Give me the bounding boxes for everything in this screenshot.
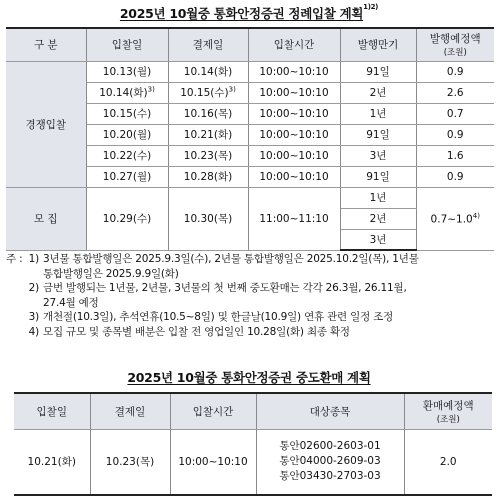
table-row [6,187,494,208]
amount-cell: 0.7~1.0$^{4)}$ [416,187,494,250]
header-settlement-date: 결제일 [168,28,248,61]
auction-plan-title-text: 2025년 10월중 통화안정증권 정례입찰 계획 [119,6,364,21]
auction-plan-title-footnote: 1)2) [363,3,379,11]
target-issue: 통안02600-2603-01 [279,440,381,453]
maturity-cell: 2년 [340,82,416,103]
footnote-number: 1) [28,253,39,265]
maturity-cell: 1년 [340,103,416,124]
auction-date-cell: 10.13(월) [86,61,168,82]
maturity-cell: 91일 [340,124,416,145]
maturity-cell: 2년 [340,208,416,229]
buyback-plan-title-text: 2025년 10월중 통화안정증권 중도환매 계획 [127,370,371,385]
competitive-label: 경쟁입찰 [6,61,86,187]
maturity-cell: 91일 [340,61,416,82]
auction-date-cell: 10.22(수) [86,145,168,166]
auction-date-cell: 10.14(화)$^{3)}$ [86,82,168,103]
auction-time-cell: 10:00~10:10 [248,103,340,124]
footnote-text-continued: 27.4월 예정 [43,296,99,309]
header-amount-unit: (조원) [443,48,467,59]
footnote-number: 4) [28,325,39,338]
auction-date-cell: 10.29(수) [86,187,168,250]
auction-time-cell: 10:00~10:10 [248,166,340,187]
target-issues-cell [256,429,404,495]
maturity-cell: 3년 [340,229,416,250]
header-category: 구 분 [6,28,86,61]
auction-plan-title [0,4,498,22]
target-issue: 통안03430-2703-03 [279,470,381,483]
amount-cell: 0.9 [416,124,494,145]
buyback-plan-title [0,368,498,386]
footnotes [6,252,498,339]
buyback-plan-table [14,392,492,496]
footnote-text: 모집 규모 및 종목별 배분은 입찰 전 영업일인 10.28일(화) 최종 확정 [43,325,350,338]
solicitation-label: 모 집 [6,187,86,250]
buyback-header-row [14,393,492,429]
footnote-number: 2) [28,282,39,294]
header-amount [416,28,494,61]
footnote-prefix: 주 : [6,253,23,265]
target-issue: 통안04000-2609-03 [279,455,381,468]
header-auction-date: 입찰일 [14,393,90,429]
footnote-2 [6,281,498,296]
footnote-1 [6,252,498,267]
auction-time-cell: 10:00~10:10 [248,145,340,166]
header-auction-time: 입찰시간 [170,393,256,429]
table-row [6,61,494,82]
footnote-text: 3년물 통합발행일은 2025.9.3일(수), 2년물 통합발행일은 2025.10.2일(목), 1년물 [43,253,419,265]
maturity-cell: 3년 [340,145,416,166]
header-buyback-amount-unit: (조원) [436,414,460,425]
footnote-3 [6,310,498,325]
amount-cell: 0.9 [416,61,494,82]
auction-date-cell: 10.21(화) [14,429,90,495]
auction-time-cell: 11:00~11:10 [248,187,340,250]
auction-date-cell: 10.27(월) [86,166,168,187]
header-buyback-amount [404,393,492,429]
auction-date-cell: 10.20(월) [86,124,168,145]
header-auction-time: 입찰시간 [248,28,340,61]
header-target-issues: 대상종목 [256,393,404,429]
auction-plan-table [6,27,494,251]
settlement-date-cell: 10.23(목) [168,145,248,166]
header-buyback-amount-label: 환매예정액 [422,399,474,412]
buyback-amount-cell: 2.0 [404,429,492,495]
auction-time-cell: 10:00~10:10 [248,61,340,82]
maturity-cell: 91일 [340,166,416,187]
amount-cell: 1.6 [416,145,494,166]
header-settlement-date: 결제일 [90,393,170,429]
table-row [14,429,492,495]
footnote-4 [6,325,498,340]
settlement-date-cell: 10.15(수)$^{3)}$ [168,82,248,103]
settlement-date-cell: 10.14(화) [168,61,248,82]
settlement-date-cell: 10.21(화) [168,124,248,145]
header-amount-label: 발행예정액 [429,33,481,46]
auction-header-row [6,28,494,61]
footnote-text-continued: 통합발행일은 2025.9.9일(화) [43,267,179,280]
settlement-date-cell: 10.23(목) [90,429,170,495]
amount-cell: 0.7 [416,103,494,124]
maturity-cell: 1년 [340,187,416,208]
header-maturity: 발행만기 [340,28,416,61]
header-auction-date: 입찰일 [86,28,168,61]
footnote-text: 개천절(10.3일), 추석연휴(10.5~8일) 및 한글날(10.9일) 연휴 관련 일정 조정 [43,311,394,323]
settlement-date-cell: 10.30(목) [168,187,248,250]
footnote-number: 3) [28,311,39,323]
settlement-date-cell: 10.28(화) [168,166,248,187]
auction-date-cell: 10.15(수) [86,103,168,124]
amount-cell: 0.9 [416,166,494,187]
auction-time-cell: 10:00~10:10 [170,429,256,495]
auction-time-cell: 10:00~10:10 [248,82,340,103]
footnote-text: 금번 발행되는 1년물, 2년물, 3년물의 첫 번째 중도환매는 각각 26.3월, 26.11월, [43,282,407,294]
settlement-date-cell: 10.16(목) [168,103,248,124]
amount-cell: 2.6 [416,82,494,103]
auction-time-cell: 10:00~10:10 [248,124,340,145]
